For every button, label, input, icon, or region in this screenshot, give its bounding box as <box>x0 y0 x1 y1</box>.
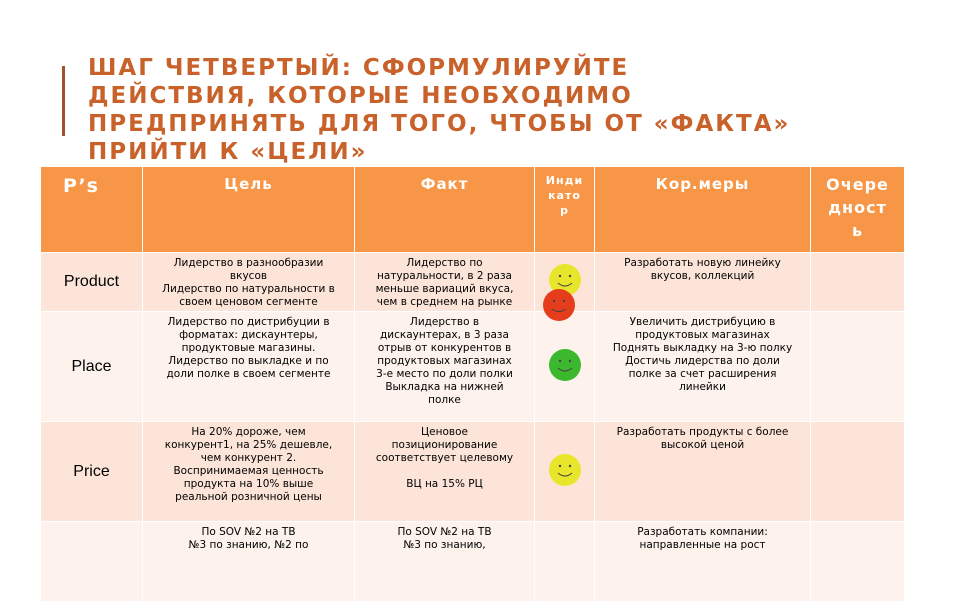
cell-line: Разработать продукты с более <box>616 426 789 438</box>
cell-line: своем ценовом сегменте <box>179 296 318 308</box>
cell-line: На 20% дороже, чем <box>191 426 306 438</box>
title-line: ПРЕДПРИНЯТЬ ДЛЯ ТОГО, ЧТОБЫ ОТ «ФАКТА» <box>88 111 791 137</box>
smiley-red-icon <box>542 288 576 322</box>
cell-line: линейки <box>679 381 726 393</box>
cell-line: №3 по знанию, №2 по <box>188 539 309 551</box>
cell-line: полке за счет расширения <box>628 368 777 380</box>
cell-line: Лидерство по <box>406 257 483 269</box>
row-p-name: Product <box>41 253 143 312</box>
cell-line: натуральности, в 2 раза <box>377 270 512 282</box>
row-queue <box>811 253 905 312</box>
cell-line: По SOV №2 на ТВ <box>397 526 492 538</box>
cell-line: Лидерство по натуральности в <box>162 283 335 295</box>
row-measures <box>595 312 811 422</box>
cell-line: высокой ценой <box>660 439 745 451</box>
cell-line: Воспринимаемая ценность <box>173 465 324 477</box>
title-line: ШАГ ЧЕТВЕРТЫЙ: СФОРМУЛИРУЙТЕ <box>88 55 630 81</box>
row-queue <box>811 312 905 422</box>
cell-line: полке <box>428 394 461 406</box>
cell-line: Лидерство в разнообразии <box>173 257 324 269</box>
row-goal <box>143 422 355 522</box>
cell-line: вкусов, коллекций <box>650 270 755 282</box>
cell-line: отрыв от конкурентов в <box>377 342 512 354</box>
cell-line: 3-е место по доли полки <box>376 368 513 380</box>
cell-line: Увеличить дистрибуцию в <box>629 316 776 328</box>
header-fact: Факт <box>355 167 535 253</box>
cell-line: Разработать новую линейку <box>624 257 781 269</box>
header-queue: Очере дност ь <box>811 167 905 253</box>
slide-title <box>88 54 948 166</box>
cell-line: форматах: дискаунтеры, <box>179 329 318 341</box>
cell-line: Ценовое <box>421 426 468 438</box>
cell-line: ВЦ на 15% РЦ <box>406 478 483 490</box>
cell-line: продукта на 10% выше <box>183 478 314 490</box>
table-row <box>41 253 905 312</box>
title-accent-bar <box>62 66 65 136</box>
table-header-row <box>41 167 905 253</box>
cell-line: продуктовых магазинах <box>377 355 512 367</box>
cell-line: Лидерство в <box>409 316 480 328</box>
row-p-name: Place <box>41 312 143 422</box>
cell-line: направленные на рост <box>639 539 766 551</box>
title-line: ПРИЙТИ К «ЦЕЛИ» <box>88 139 368 165</box>
row-measures <box>595 522 811 602</box>
row-indicator <box>535 522 595 602</box>
cell-line: конкурент1, на 25% дешевле, <box>164 439 333 451</box>
row-queue <box>811 522 905 602</box>
cell-line: доли полке в своем сегменте <box>166 368 331 380</box>
cell-line: Лидерство по выкладке и по <box>168 355 329 367</box>
cell-line: Лидерство по дистрибуции в <box>167 316 330 328</box>
header-goal: Цель <box>143 167 355 253</box>
cell-line: позиционирование <box>391 439 498 451</box>
row-goal <box>143 253 355 312</box>
smiley-yellow-icon <box>548 453 582 487</box>
smiley-green-icon <box>548 348 582 382</box>
cell-line: продуктовые магазины. <box>181 342 316 354</box>
row-indicator <box>535 312 595 422</box>
cell-line: Поднять выкладку на 3-ю полку <box>612 342 793 354</box>
cell-line: №3 по знанию, <box>403 539 486 551</box>
cell-line: Достичь лидерства по доли <box>625 355 780 367</box>
row-goal <box>143 312 355 422</box>
row-queue <box>811 422 905 522</box>
row-measures <box>595 253 811 312</box>
row-p-name: Price <box>41 422 143 522</box>
row-fact <box>355 312 535 422</box>
cell-line: По SOV №2 на ТВ <box>201 526 296 538</box>
row-p-name <box>41 522 143 602</box>
cell-line: продуктовых магазинах <box>635 329 770 341</box>
row-measures <box>595 422 811 522</box>
cell-line: меньше вариаций вкуса, <box>375 283 514 295</box>
row-goal <box>143 522 355 602</box>
cell-line: дискаунтерах, в 3 раза <box>380 329 509 341</box>
table-row <box>41 422 905 522</box>
table-row <box>41 312 905 422</box>
cell-line: Выкладка на нижней <box>385 381 504 393</box>
title-line: ДЕЙСТВИЯ, КОТОРЫЕ НЕОБХОДИМО <box>88 83 633 109</box>
row-indicator <box>535 422 595 522</box>
row-fact <box>355 253 535 312</box>
header-measures: Кор.меры <box>595 167 811 253</box>
header-ps: P’s <box>41 167 143 253</box>
cell-line: чем в среднем на рынке <box>376 296 513 308</box>
header-indicator: Инди като р <box>535 167 595 253</box>
cell-line: вкусов <box>229 270 268 282</box>
row-fact <box>355 522 535 602</box>
table-row <box>41 522 905 602</box>
cell-line: чем конкурент 2. <box>200 452 297 464</box>
cell-line: реальной розничной цены <box>175 491 322 503</box>
row-fact <box>355 422 535 522</box>
cell-line <box>360 465 529 478</box>
cell-line: Разработать компании: <box>637 526 768 538</box>
marketing-mix-table <box>40 166 905 602</box>
cell-line: соответствует целевому <box>375 452 514 464</box>
table-body <box>41 253 905 602</box>
